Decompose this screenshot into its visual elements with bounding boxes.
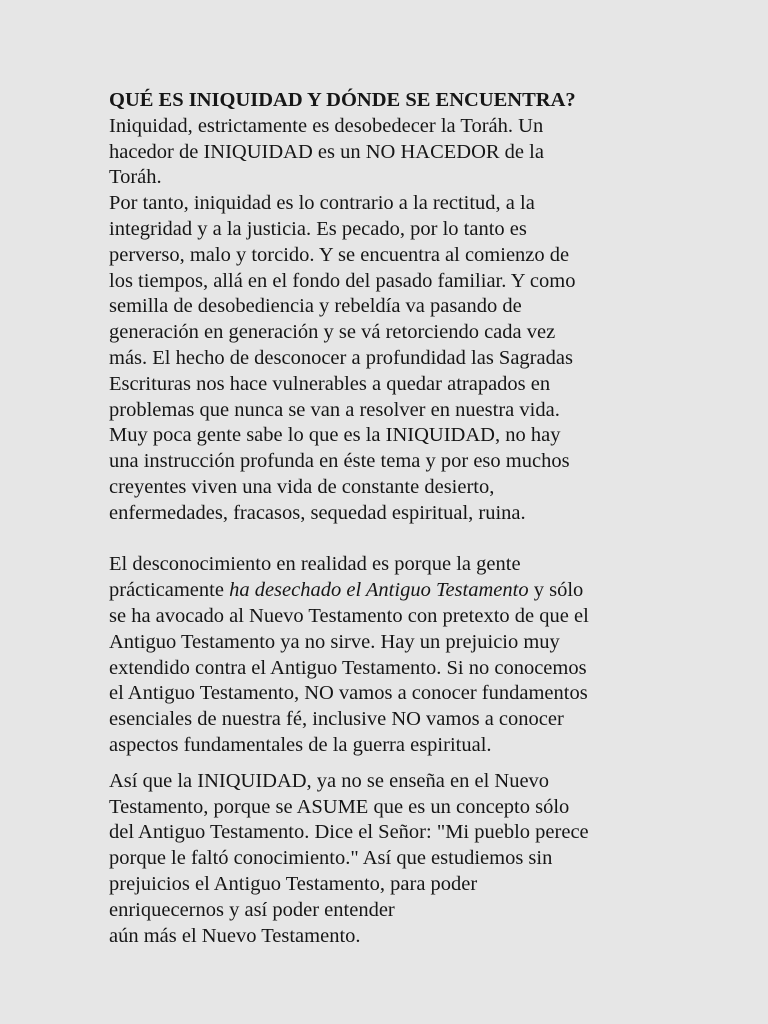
paragraph-spacer [109,527,729,553]
text-line: hacedor de INIQUIDAD es un NO HACEDOR de la [109,140,544,163]
italic-emphasis: ha desechado el Antiguo Testamento [229,579,529,602]
text-line: Escrituras nos hace vulnerables a quedar atrapados en [109,372,551,395]
text-line: perverso, malo y torcido. Y se encuentra al comienzo de [109,243,570,266]
text-segment: y sólo [528,579,584,602]
text-line: del Antiguo Testamento. Dice el Señor: "Mi pueblo perece [109,821,589,844]
text-segment: prácticamente [109,579,230,602]
paragraph-1 [109,114,729,527]
text-line: aún más el Nuevo Testamento. [109,924,361,947]
text-line: una instrucción profunda en éste tema y por eso muchos [109,450,570,473]
text-line: Testamento, porque se ASUME que es un concepto sólo [109,795,570,818]
text-line: extendido contra el Antiguo Testamento. Si no conocemos [109,656,587,679]
text-line: generación en generación y se vá retorciendo cada vez [109,321,556,344]
text-line: el Antiguo Testamento, NO vamos a conocer fundamentos [109,682,588,705]
document-title: QUÉ ES INIQUIDAD Y DÓNDE SE ENCUENTRA? [109,89,576,111]
text-line: enfermedades, fracasos, sequedad espiritual, ruina. [109,501,526,524]
text-line: se ha avocado al Nuevo Testamento con pretexto de que el [109,604,589,627]
paragraph-3 [109,769,729,950]
text-line: Antiguo Testamento ya no sirve. Hay un prejuicio muy [109,630,560,653]
text-line: Iniquidad, estrictamente es desobedecer la Toráh. Un [109,114,544,137]
text-line: los tiempos, allá en el fondo del pasado familiar. Y como [109,269,576,292]
text-line: más. El hecho de desconocer a profundidad las Sagradas [109,346,573,369]
text-line [109,578,729,604]
text-line: Por tanto, iniquidad es lo contrario a la rectitud, a la [109,192,535,215]
text-line: Toráh. [109,166,162,189]
text-line: Así que la INIQUIDAD, ya no se enseña en el Nuevo [109,769,550,792]
text-line: Muy poca gente sabe lo que es la INIQUIDAD, no hay [109,424,561,447]
text-line: prejuicios el Antiguo Testamento, para poder [109,872,478,895]
text-line: El desconocimiento en realidad es porque la gente [109,553,521,576]
text-line: creyentes viven una vida de constante desierto, [109,475,495,498]
text-line: semilla de desobediencia y rebeldía va pasando de [109,295,522,318]
paragraph-spacer [109,759,729,769]
text-line: aspectos fundamentales de la guerra espiritual. [109,733,492,756]
text-line: integridad y a la justicia. Es pecado, por lo tanto es [109,217,527,240]
document-body [109,88,729,949]
text-line: porque le faltó conocimiento." Así que estudiemos sin [109,847,553,870]
text-line: enriquecernos y así poder entender [109,898,395,921]
paragraph-2 [109,552,729,758]
text-line: problemas que nunca se van a resolver en nuestra vida. [109,398,560,421]
text-line: esenciales de nuestra fé, inclusive NO vamos a conocer [109,708,564,731]
